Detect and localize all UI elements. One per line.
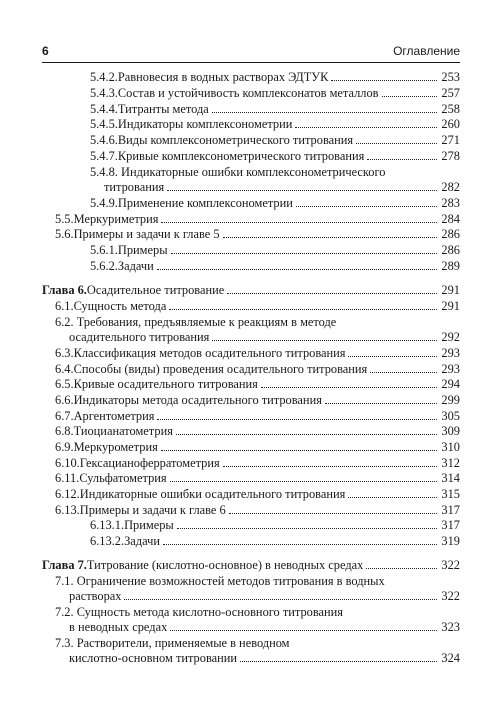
section-number: 6.7. xyxy=(55,409,74,423)
dot-leader xyxy=(367,158,437,160)
page-ref: 317 xyxy=(441,503,460,517)
toc-entry-line xyxy=(55,212,460,227)
toc-entry[interactable] xyxy=(90,196,460,211)
toc-entry[interactable] xyxy=(55,440,460,455)
section-title: Кривые осадительного титрования xyxy=(73,377,258,391)
toc-entry-line xyxy=(55,440,460,455)
dot-leader xyxy=(348,496,437,498)
dot-leader xyxy=(176,433,437,435)
page-ref: 309 xyxy=(441,424,460,438)
section-number: 5.4.8. xyxy=(90,165,118,179)
toc-entry-line-continued xyxy=(55,651,460,666)
page-ref: 291 xyxy=(441,283,460,297)
section-number: 6.2. xyxy=(55,315,74,329)
dot-leader xyxy=(177,527,437,529)
toc-entry[interactable] xyxy=(90,243,460,258)
page-ref: 317 xyxy=(441,518,460,532)
section-title: Меркурометрия xyxy=(73,440,158,454)
toc-entry[interactable] xyxy=(90,259,460,274)
dot-leader xyxy=(212,339,437,341)
page-ref: 271 xyxy=(441,133,460,147)
page-ref: 305 xyxy=(441,409,460,423)
page-ref: 314 xyxy=(441,471,460,485)
toc-entry-line xyxy=(55,424,460,439)
toc-entry-line xyxy=(90,117,460,132)
section-number: 6.1. xyxy=(55,299,74,313)
toc-entry-line xyxy=(55,362,460,377)
page-ref: 312 xyxy=(441,456,460,470)
section-number: 5.6.2. xyxy=(90,259,118,273)
section-number: 5.6. xyxy=(55,227,74,241)
toc-entry-line xyxy=(55,503,460,518)
section-title: Примеры xyxy=(124,518,174,532)
page-ref: 286 xyxy=(441,243,460,257)
page-ref: 310 xyxy=(441,440,460,454)
header-rule xyxy=(42,62,460,63)
toc-chapter-entry[interactable] xyxy=(42,558,460,573)
section-number: 6.6. xyxy=(55,393,74,407)
toc-entry[interactable] xyxy=(55,393,460,408)
dot-leader xyxy=(261,386,437,388)
toc-entry-line xyxy=(55,346,460,361)
toc-entry-line xyxy=(55,393,460,408)
page-number: 6 xyxy=(42,44,49,58)
dot-leader xyxy=(348,355,437,357)
toc-entry-line xyxy=(90,534,460,549)
section-number: 5.5. xyxy=(55,212,74,226)
section-title: Примеры и задачи к главе 6 xyxy=(79,503,226,517)
toc-entry-line-continued xyxy=(55,620,460,635)
section-number: 5.4.7. xyxy=(90,149,118,163)
section-title: Классификация методов осадительного титрования xyxy=(73,346,346,360)
dot-leader xyxy=(167,189,437,191)
toc-chapter-entry[interactable] xyxy=(42,283,460,298)
toc-entry-line xyxy=(90,86,460,101)
section-title: Индикаторные ошибки комплексонометрического xyxy=(121,165,386,179)
toc-entry-line xyxy=(42,558,460,573)
dot-leader xyxy=(295,126,437,128)
dot-leader xyxy=(157,268,437,270)
section-number: 6.13.2. xyxy=(90,534,125,548)
section-title-continued: осадительного титрования xyxy=(69,330,210,345)
section-number: 6.12. xyxy=(55,487,80,501)
toc-entry-line xyxy=(55,409,460,424)
toc-entry-line xyxy=(55,636,460,651)
page-ref: 284 xyxy=(441,212,460,226)
section-title: Тиоцианатометрия xyxy=(73,424,173,438)
page-ref: 292 xyxy=(441,330,460,345)
dot-leader xyxy=(370,371,437,373)
toc-entry[interactable] xyxy=(55,315,460,345)
running-section-title: Оглавление xyxy=(393,44,460,58)
toc-entry[interactable] xyxy=(55,605,460,635)
page-ref: 324 xyxy=(441,651,460,666)
dot-leader xyxy=(223,465,437,467)
toc-entry[interactable] xyxy=(90,117,460,132)
dot-leader xyxy=(157,418,437,420)
toc-entry[interactable] xyxy=(90,534,460,549)
toc-entry-line xyxy=(90,196,460,211)
dot-leader xyxy=(227,292,437,294)
page-ref: 260 xyxy=(441,117,460,131)
section-title-continued: кислотно-основном титровании xyxy=(69,651,238,666)
section-title: Сульфатометрия xyxy=(79,471,167,485)
toc-entry[interactable] xyxy=(55,487,460,502)
page-ref: 315 xyxy=(441,487,460,501)
toc-entry-line xyxy=(90,70,460,85)
toc-entry-line xyxy=(55,299,460,314)
section-number: 6.10. xyxy=(55,456,80,470)
page-ref: 253 xyxy=(441,70,460,84)
toc-entry[interactable] xyxy=(55,362,460,377)
section-number: 7.1. xyxy=(55,574,74,588)
section-number: 6.13.1. xyxy=(90,518,125,532)
toc-entry[interactable] xyxy=(55,503,460,518)
section-title: Задачи xyxy=(117,259,154,273)
page-ref: 322 xyxy=(441,589,460,604)
toc-entry-line-continued xyxy=(55,589,460,604)
toc-entry-line xyxy=(55,487,460,502)
toc-entry[interactable] xyxy=(55,424,460,439)
toc-entry[interactable] xyxy=(55,409,460,424)
toc-entry[interactable] xyxy=(55,227,460,242)
toc-entry[interactable] xyxy=(90,165,460,195)
section-number: 6.3. xyxy=(55,346,74,360)
section-title: Гексацианоферратометрия xyxy=(79,456,220,470)
dot-leader xyxy=(169,308,437,310)
dot-leader xyxy=(163,543,437,545)
toc-entry-line xyxy=(55,605,460,620)
section-number: 7.3. xyxy=(55,636,74,650)
section-number: 6.8. xyxy=(55,424,74,438)
toc-entry-line xyxy=(55,315,460,330)
dot-leader xyxy=(171,252,437,254)
section-title: Растворители, применяемые в неводном xyxy=(76,636,290,650)
dot-leader xyxy=(124,598,437,600)
page-ref: 322 xyxy=(441,558,460,572)
section-title: Меркуриметрия xyxy=(73,212,159,226)
toc-entry-line xyxy=(90,259,460,274)
section-number: 6.4. xyxy=(55,362,74,376)
section-title: Сущность метода кислотно-основного титрования xyxy=(76,605,343,619)
page-ref: 294 xyxy=(441,377,460,391)
section-number: 5.4.5. xyxy=(90,117,118,131)
section-title-continued: титрования xyxy=(104,180,165,195)
toc-entry[interactable] xyxy=(55,346,460,361)
section-title-continued: в неводных средах xyxy=(69,620,168,635)
toc-entry-line xyxy=(55,227,460,242)
toc-entry[interactable] xyxy=(55,377,460,392)
page-ref: 289 xyxy=(441,259,460,273)
section-title: Состав и устойчивость комплексонатов металлов xyxy=(117,86,379,100)
section-title: Титранты метода xyxy=(117,102,209,116)
toc-entry[interactable] xyxy=(55,636,460,666)
toc-entry-line xyxy=(55,574,460,589)
toc-entry-line-continued xyxy=(90,180,460,195)
page-ref: 319 xyxy=(441,534,460,548)
page-ref: 323 xyxy=(441,620,460,635)
section-title: Титрование (кислотно-основное) в неводных средах xyxy=(86,558,364,572)
page-ref: 286 xyxy=(441,227,460,241)
dot-leader xyxy=(296,205,437,207)
section-number: 7.2. xyxy=(55,605,74,619)
dot-leader xyxy=(325,402,437,404)
toc-entry[interactable] xyxy=(90,149,460,164)
dot-leader xyxy=(382,95,437,97)
toc-entry[interactable] xyxy=(55,471,460,486)
page-ref: 278 xyxy=(441,149,460,163)
toc-entry-line xyxy=(42,283,460,298)
section-title: Кривые комплексонометрического титрования xyxy=(117,149,365,163)
dot-leader xyxy=(240,660,437,662)
toc-entry[interactable] xyxy=(55,299,460,314)
toc-entry-line xyxy=(90,243,460,258)
section-title: Применение комплексонометрии xyxy=(117,196,293,210)
section-number: 6.5. xyxy=(55,377,74,391)
section-title: Индикаторы комплексонометрии xyxy=(117,117,293,131)
toc-entry-line xyxy=(55,471,460,486)
dot-leader xyxy=(161,221,437,223)
dot-leader xyxy=(161,449,437,451)
toc-entry[interactable] xyxy=(55,212,460,227)
section-title: Равновесия в водных растворах ЭДТУК xyxy=(117,70,329,84)
toc-entry-line xyxy=(55,456,460,471)
toc-entry[interactable] xyxy=(55,574,460,604)
toc-entry[interactable] xyxy=(90,102,460,117)
section-number: 5.4.9. xyxy=(90,196,118,210)
chapter-label: Глава 6. xyxy=(42,283,87,297)
toc-entry[interactable] xyxy=(90,518,460,533)
page-ref: 257 xyxy=(441,86,460,100)
toc-entry-line-continued xyxy=(55,330,460,345)
dot-leader xyxy=(223,236,437,238)
section-number: 5.6.1. xyxy=(90,243,118,257)
toc-entry[interactable] xyxy=(90,70,460,85)
page-ref: 258 xyxy=(441,102,460,116)
toc-entry-line xyxy=(90,518,460,533)
dot-leader xyxy=(212,111,437,113)
section-number: 5.4.4. xyxy=(90,102,118,116)
dot-leader xyxy=(170,480,437,482)
dot-leader xyxy=(356,142,437,144)
chapter-label: Глава 7. xyxy=(42,558,87,572)
dot-leader xyxy=(331,79,437,81)
section-title: Требования, предъявляемые к реакциям в методе xyxy=(76,315,337,329)
toc-entry-line xyxy=(55,377,460,392)
toc-entry-line xyxy=(90,133,460,148)
dot-leader xyxy=(229,512,437,514)
dot-leader xyxy=(366,567,437,569)
running-header xyxy=(42,44,460,62)
section-number: 5.4.2. xyxy=(90,70,118,84)
section-number: 6.9. xyxy=(55,440,74,454)
section-title: Аргентометрия xyxy=(73,409,155,423)
section-title: Сущность метода xyxy=(73,299,167,313)
toc-entry-line xyxy=(90,102,460,117)
toc-entry[interactable] xyxy=(55,456,460,471)
section-title: Примеры xyxy=(117,243,168,257)
section-title: Задачи xyxy=(124,534,160,548)
toc-entry-line xyxy=(90,165,460,180)
section-title: Примеры и задачи к главе 5 xyxy=(73,227,220,241)
toc-entry[interactable] xyxy=(90,133,460,148)
section-title-continued: растворах xyxy=(69,589,122,604)
page-ref: 282 xyxy=(441,180,460,195)
section-title: Индикаторные ошибки осадительного титрования xyxy=(79,487,346,501)
section-number: 5.4.6. xyxy=(90,133,118,147)
section-number: 5.4.3. xyxy=(90,86,118,100)
page-ref: 283 xyxy=(441,196,460,210)
section-number: 6.13. xyxy=(55,503,80,517)
section-number: 6.11. xyxy=(55,471,80,485)
page-ref: 293 xyxy=(441,362,460,376)
section-title: Виды комплексонометрического титрования xyxy=(117,133,354,147)
dot-leader xyxy=(170,629,437,631)
page-ref: 291 xyxy=(441,299,460,313)
page-ref: 293 xyxy=(441,346,460,360)
section-title: Ограничение возможностей методов титрования в водных xyxy=(76,574,385,588)
section-title: Индикаторы метода осадительного титрования xyxy=(73,393,322,407)
page-ref: 299 xyxy=(441,393,460,407)
toc-entry[interactable] xyxy=(90,86,460,101)
section-title: Осадительное титрование xyxy=(86,283,225,297)
section-title: Способы (виды) проведения осадительного титрования xyxy=(73,362,368,376)
toc-entry-line xyxy=(90,149,460,164)
